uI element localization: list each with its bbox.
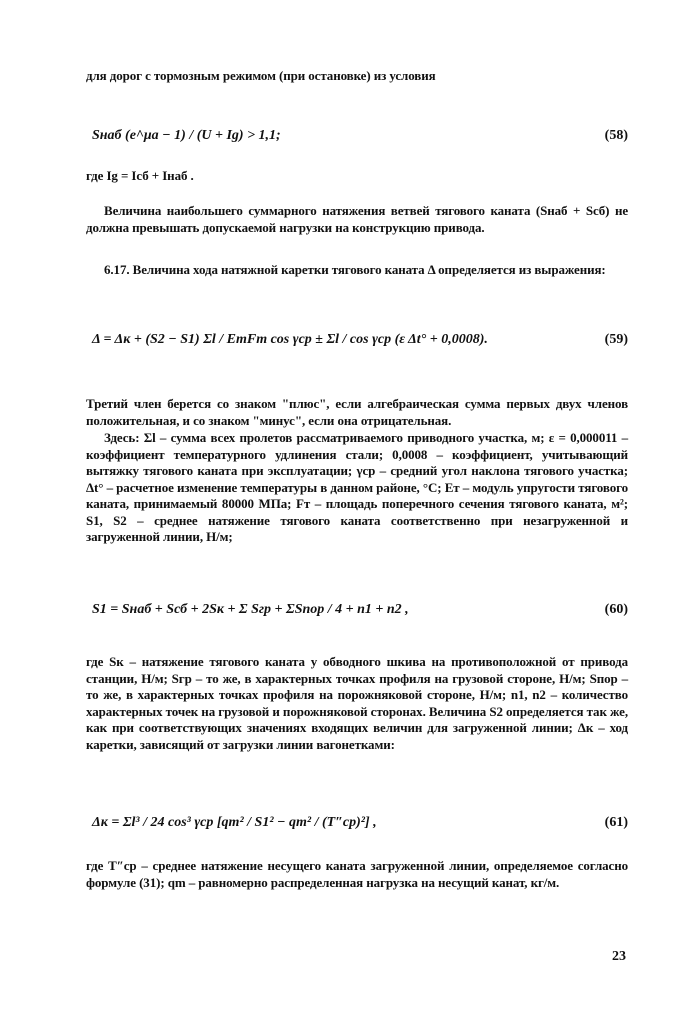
page-number: 23	[612, 949, 626, 964]
equation-61-formula: Δк = Σl³ / 24 cos³ γср [qт² / S1² − qm² / (T″ср)²] ,	[92, 815, 377, 830]
where-61-paragraph: где T″ср – среднее натяжение несущего каната загруженной линии, определяемое согласно формуле (31); qm – равномерно распределенная нагрузка на несущий канат, кг/м.	[86, 858, 628, 890]
equation-58-formula: Sнаб (e^μa − 1) / (U + Ig) > 1,1;	[92, 128, 281, 143]
equation-61	[92, 815, 628, 837]
equation-58-number: (58)	[604, 128, 628, 143]
where-58-line: где Ig = Iсб + Iнаб .	[86, 168, 194, 183]
equation-58	[92, 128, 628, 150]
tension-paragraph: Величина наибольшего суммарного натяжения ветвей тягового каната (Sнаб + Sсб) не должна превышать допускаемой нагрузки на конструкцию привода.	[86, 203, 628, 235]
equation-59-number: (59)	[604, 332, 628, 347]
definitions-paragraph: Здесь: Σl – сумма всех пролетов рассматриваемого приводного участка, м; ε = 0,000011 – коэффициент температурного удлинения стали; 0,0008 – коэффициент, учитывающий вытяжку тягового каната при эксплуатации; γср – средний угол наклона тягового участка; Δt° – расчетное изменение температуры в данном районе, °С; Eт – модуль упругости тягового каната, принимаемый 80000 МПа; Fт – площадь поперечного сечения тягового каната, м²; S1, S2 – среднее натяжение тягового каната соответственно при незагруженной и загруженной линии, Н/м;	[86, 430, 628, 544]
equation-59	[92, 332, 628, 354]
intro-paragraph: для дорог с тормозным режимом (при остановке) из условия	[86, 68, 436, 83]
section-6-17-paragraph: 6.17. Величина хода натяжной каретки тягового каната Δ определяется из выражения:	[104, 262, 606, 277]
equation-60	[92, 602, 628, 624]
third-term-paragraph: Третий член берется со знаком "плюс", если алгебраическая сумма первых двух членов положительная, и со знаком "минус", если она отрицательная.	[86, 396, 628, 428]
equation-59-formula: Δ = Δк + (S2 − S1) Σl / EтFт cos γср ± Σl / cos γср (ε Δt° + 0,0008).	[92, 332, 488, 347]
equation-60-number: (60)	[604, 602, 628, 617]
where-60-paragraph: где Sк – натяжение тягового каната у обводного шкива на противоположной от привода станции, Н/м; Sгр – то же, в характерных точках профиля на грузовой стороне, Н/м; Sпор – то же, в характерных точках профиля на порожняковой стороне, Н/м; n1, n2 – количество характерных точек на грузовой и порожняковой сторонах. Величина S2 определяется так же, как при соответствующих значениях входящих величин для загруженной линии; Δк – ход каретки, зависящий от загрузки линии вагонетками:	[86, 654, 628, 752]
equation-61-number: (61)	[604, 815, 628, 830]
equation-60-formula: S1 = Sнаб + Sсб + 2Sк + Σ Sгр + ΣSпор / 4 + n1 + n2 ,	[92, 602, 409, 617]
